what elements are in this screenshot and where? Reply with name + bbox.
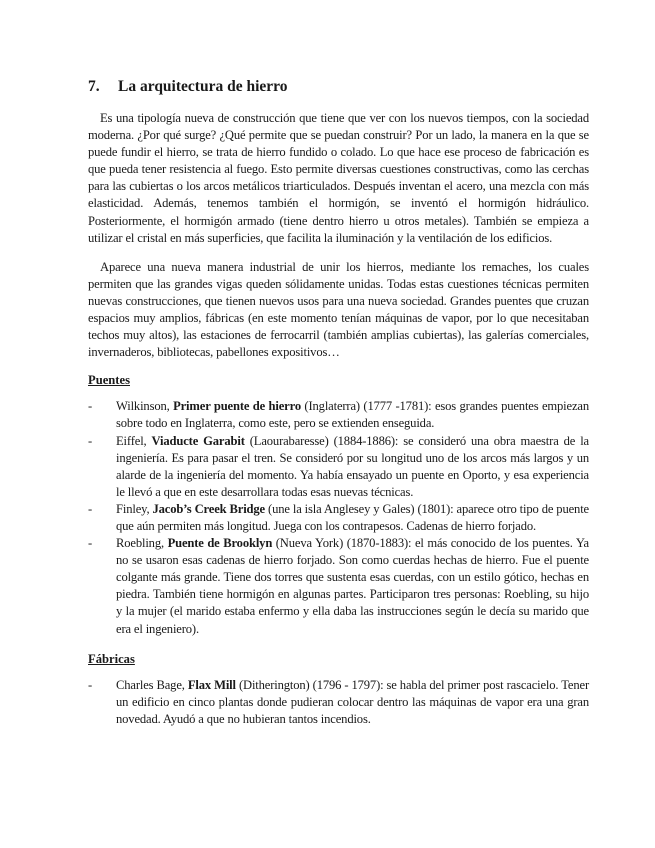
item-text: (Inglaterra) (1777 -1781): esos grandes puentes empiezan sobre todo en Inglaterra, como este, pero se extienden enseguida. [116,399,589,431]
item-author: Eiffel, [116,433,152,448]
item-name: Primer puente de hierro [173,399,301,414]
bullet-dash: - [88,399,93,414]
section-title: La arquitectura de hierro [118,78,288,95]
item-text: (Ditherington) (1796 - 1797): se habla del primer post rascacielo. Tener un edificio en cinco plantas donde pudieran colocar dentro las máquinas de vapor era una gran novedad. Ayudó a que no hubieran tantos incendios. [116,677,590,726]
item-name: Viaducte Garabit [151,433,245,448]
item-name: Flax Mill [187,677,236,692]
bullet-dash: - [88,536,93,551]
paragraph: Es una tipología nueva de construcción que tiene que ver con los nuevos tiempos, con la sociedad moderna. ¿Por qué surge? ¿Qué permite que se puedan construir? Por un lado, la manera en la que se puede fundir el hierro, se trata de hierro fundido o colado. Lo que hace ese proceso de fabricación es que pueda tener resistencia al fuego. Esto permite diversas cuestiones constructivas, como las cerchas para las cubiertas o los arcos metálicos triarticulados. Después inventan el acero, una mezcla con más elasticidad. Además, tenemos también el hormigón, se inventó el hormigón hidráulico. Posteriormente, el hormigón armado (tiene dentro hierro u otros metales). También se empieza a utilizar el cristal en más superficies, que facilita la iluminación y la ventilación de los edificios. [88,111,589,245]
list-item [88,398,589,432]
item-text: (Nueva York) (1870-1883): el más conocido de los puentes. Ya no se usaron esas cadenas de hierro forjado. Son como cuerdas hechas de hierro. Fue el puente colgante más grande. Tiene dos torres que sustenta esas cuerdas, con un estilo gótico, hechas en piedra. También tiene hormigón en algunas partes. Participaron tres personas: Roebling, su hijo y la mujer (el marido estaba enfermo y ella daba las instrucciones según le decía su marido que era el ingeniero). [116,536,589,636]
item-text: (une la isla Anglesey y Gales) (1801): aparece otro tipo de puente que aún permiten más longitud. Juega con los contrapesos. Cadenas de hierro forjado. [116,501,589,533]
list-item [88,501,589,535]
bullet-dash: - [88,501,93,516]
item-name: Puente de Brooklyn [167,536,273,551]
list-item [88,535,589,638]
puentes-list [88,398,589,637]
list-item [88,433,589,501]
section-heading [88,78,589,96]
section-number: 7. [88,78,100,95]
item-author: Roebling, [116,536,168,551]
fabricas-list [88,677,589,728]
item-name: Jacob’s Creek Bridge [152,501,265,516]
subheading-puentes: Puentes [88,373,130,388]
item-author: Finley, [116,501,153,516]
item-text: (Laourabaresse) (1884-1886): se consideró una obra maestra de la ingeniería. Es para pasar el tren. Se consideró por su longitud uno de los arcos más largos y un alarde de la ingeniería del momento. Ya había ensayado un puente en Oporto, y esa experiencia le llevó a que en este desarrollara todas esas nuevas técnicas. [116,433,589,499]
subheading-fabricas: Fábricas [88,651,135,666]
list-item [88,677,589,728]
item-author: Wilkinson, [116,399,174,414]
bullet-dash: - [88,677,93,692]
bullet-dash: - [88,433,93,448]
item-author: Charles Bage, [116,677,188,692]
paragraph: Aparece una nueva manera industrial de unir los hierros, mediante los remaches, los cuales permiten que las grandes vigas queden sólidamente unidas. Todas estas cuestiones técnicas permiten nuevas construcciones, que tienen nuevos usos para una nueva sociedad. Grandes puentes que cruzan espacios muy amplios, fábricas (en este momento tenían máquinas de vapor, por lo que necesitaban techos muy altos), las estaciones de ferrocarril (también amplias cubiertas), las galerías comerciales, invernaderos, bibliotecas, pabellones expositivos… [88,259,589,360]
